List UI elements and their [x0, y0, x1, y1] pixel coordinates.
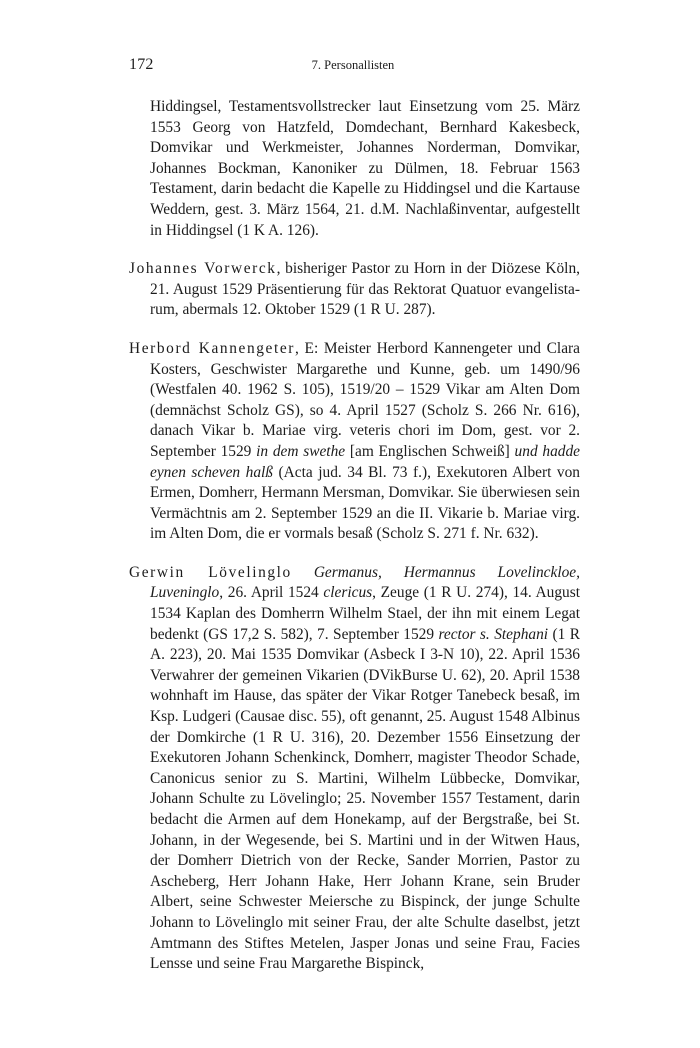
entry-italic-quote: in dem swethe [256, 442, 346, 460]
page-number: 172 [129, 56, 154, 73]
entry-text-run: , bisheriger Pastor zu Horn in der Diözese Köln, 21. August 1529 Präsentierung für das Rektorat Quatuor evangelistarum, abermals 12. Oktober 1529 (1 R U. 287). [150, 260, 580, 319]
body-text [129, 97, 580, 993]
entry-text-run: , E: Meister Herbord Kannengeter und Clara Kosters, Geschwister Margarethe und Kunne, geb. um 1490/96 (Westfalen 40. 1962 S. 105), 1519/20 – 1529 Vikar am Alten Dom (demnächst Scholz GS), so 4. April 1527 (Scholz S. 266 Nr. 616), danach Vikar b. Mariae virg. veteris chori im Dom, gest. vor 2. September 1529 [150, 339, 580, 460]
entry-person-name: Herbord Kannengeter [129, 339, 295, 357]
entry-text-run: [am Englischen Schweiß] [345, 442, 515, 460]
entry-text [129, 259, 580, 321]
entry-kannengeter [129, 339, 580, 545]
entry-text-run: (1 R A. 223), 20. Mai 1535 Domvikar (Asbeck I 3-N 10), 22. April 1536 Verwahrer der gemeinen Vikarien (DVikBurse U. 62), 20. April 1538 wohnhaft im Hause, das später der Vikar Rotger Tanebeck besaß, im Ksp. Ludgeri (Causae disc. 55), oft genannt, 25. August 1548 Albinus der Domkirche (1 R U. 316), 20. Dezember 1556 Einsetzung der Exekutoren Johann Schenkinck, Domherr, magister Theodor Schade, Canonicus senior zu S. Martini, Wilhelm Lübbecke, Domvikar, Johann Schulte zu Lövelinglo; 25. November 1557 Testament, darin bedacht die Armen auf dem Honekamp, auf der Bergstraße, bei St. Johann, in der Wegesende, bei S. Martini und in der Witwen Haus, der Domherr Dietrich von der Recke, Sander Morrien, Pastor zu Ascheberg, Herr Johann Hake, Herr Johann Krane, sein Bruder Albert, seine Schwester Meiersche zu Bispinck, der junge Schulte Johann to Lövelinglo mit seiner Frau, der alte Schulte daselbst, jetzt Amtmann des Stiftes Metelen, Jasper Jonas und seine Frau, Facies Lensse und seine Frau Margarethe Bispinck, [150, 625, 580, 973]
entry-loevelinglo [129, 563, 580, 975]
entry-person-name: Gerwin Lövelinglo [129, 563, 292, 581]
entry-text-run: (Acta jud. 34 Bl. 73 f.), Exekutoren Albert von Ermen, Domherr, Hermann Mersman, Domvikar. Sie überwiesen sein Vermächtnis am 2. September 1529 an die II. Vikarie b. Mariae virg. im Alten Dom, die er vormals besaß (Scholz S. 271 f. Nr. 632). [150, 463, 580, 543]
entry-text-run [292, 564, 314, 581]
entry-text-run: , Zeuge (1 R U. 274), 14. August 1534 Kaplan des Domherrn Wilhelm Stael, der ihn mit einem Legat bedenkt (GS 17,2 S. 582), 7. September 1529 [150, 584, 580, 643]
entry-text [129, 97, 580, 241]
entry-text-run: Hiddingsel, Testamentsvollstrecker laut Einsetzung vom 25. März 1553 Georg von Hatzfeld, Domdechant, Bernhard Kakesbeck, Domvikar und Werkmeister, Johannes Norderman, Domvikar, Johannes Bockman, Kanoniker zu Dülmen, 18. Februar 1563 Testament, darin bedacht die Kapelle zu Hiddingsel und die Kartause Weddern, gest. 3. März 1564, 21. d.M. Nachlaßinventar, aufgestellt in Hiddingsel (1 K A. 126). [150, 98, 580, 239]
entry-vorwerck [129, 259, 580, 321]
entry-text-run: , 26. April 1524 [219, 584, 324, 602]
entry-italic-quote: und hadde eynen scheven halß [150, 442, 580, 481]
entry-name-variants: Germanus, Hermannus Lovelinckloe, Luveninglo [150, 563, 580, 602]
entry-italic-term: clericus [323, 584, 373, 602]
entry-text [129, 563, 580, 975]
entry-continuation [129, 97, 580, 241]
entry-text [129, 339, 580, 545]
entry-italic-term: rector s. Stephani [438, 625, 549, 643]
entry-person-name: Johannes Vorwerck [129, 260, 277, 278]
running-head: 7. Personallisten [311, 58, 395, 72]
page-header [129, 56, 577, 80]
